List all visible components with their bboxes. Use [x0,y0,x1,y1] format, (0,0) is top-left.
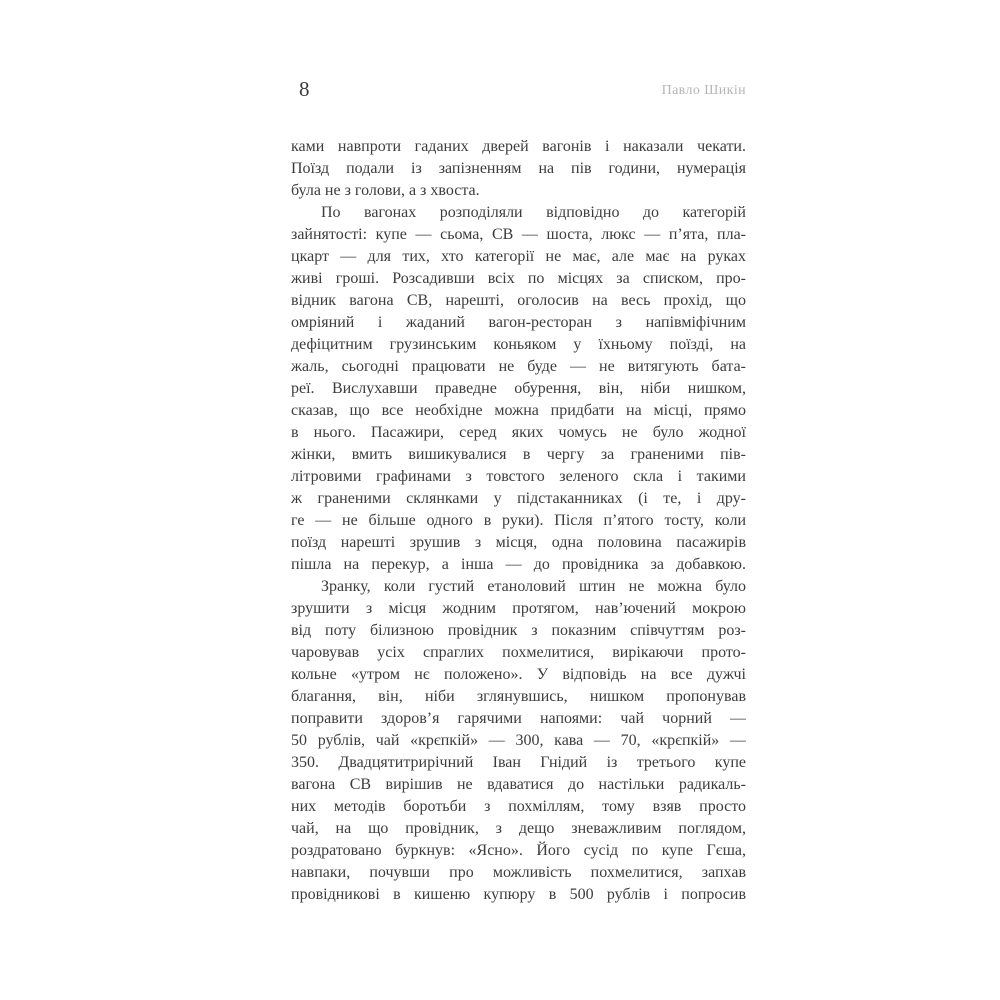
text-line: від поту білизною провідник з показним співчуттям роз- [291,622,746,639]
text-line: реї. Вислухавши праведне обурення, він, ніби нишком, [291,380,746,397]
text-line: жінки, вмить вишикувалися в чергу за граненими пів- [291,446,746,463]
text-line: дефіцитним грузинським коньяком у їхньому поїзді, на [291,336,746,353]
text-line: навпаки, почувши про можливість похмелитися, запхав [291,864,746,881]
text-line: 350. Двадцятитрирічний Іван Гнідий із третього купе [291,754,746,771]
text-line: жаль, сьогодні працювати не буде — не витягують бата- [291,358,746,375]
text-line: Поїзд подали із запізненням на пів години, нумерація [291,160,746,177]
text-line: живі гроші. Розсадивши всіх по місцях за списком, про- [291,270,746,287]
text-line: в нього. Пасажири, серед яких чомусь не було жодної [291,424,746,441]
text-line: поїзд нарешті зрушив з місця, одна половина пасажирів [291,534,746,551]
text-line: чаровував усіх спраглих похмелитися, вирікаючи прото- [291,644,746,661]
text-line: пішла на перекур, а інша — до провідника за добавкою. [291,556,746,573]
text-line: 50 рублів, чай «крєпкій» — 300, кава — 70, «крєпкій» — [291,732,746,749]
text-line: цкарт — для тих, хто категорії не має, але має на руках [291,248,746,265]
text-line: роздратовано буркнув: «Ясно». Його сусід по купе Гєша, [291,842,746,859]
text-line: зайнятості: купе — сьома, СВ — шоста, люкс — п’ята, пла- [291,226,746,243]
text-line: По вагонах розподіляли відповідно до категорій [321,204,746,221]
running-header-author: Павло Шикін [661,83,746,98]
text-line: була не з голови, а з хвоста. [291,182,480,199]
text-line: відник вагона СВ, нарешті, оголосив на весь прохід, що [291,292,746,309]
paragraph [291,202,746,576]
text-line: сказав, що все необхідне можна придбати на місці, прямо [291,402,746,419]
text-line: кольне «утром нє положено». У відповідь на все дужчі [291,666,746,683]
text-line: них методів боротьби з похміллям, тому взяв просто [291,798,746,815]
text-line: зрушити з місця жодним протягом, нав’ючений мокрою [291,600,746,617]
text-line: вагона СВ вирішив не вдаватися до настільки радикаль- [291,776,746,793]
paragraph [291,576,746,906]
text-line: ж граненими склянками у підстаканниках (і те, і дру- [291,490,746,507]
text-line: поправити здоров’я гарячими напоями: чай чорний — [291,710,746,727]
paragraph [291,136,746,202]
body-text [291,136,746,906]
text-line: чай, на що провідник, з дещо зневажливим поглядом, [291,820,746,837]
text-line: Зранку, коли густий етаноловий штин не можна було [321,578,746,595]
text-line: ге — не більше одного в руки). Після п’ятого тосту, коли [291,512,746,529]
text-line: провідникові в кишеню купюру в 500 рублів і попросив [291,886,746,903]
page-number: 8 [299,77,310,101]
text-line: омріяний і жаданий вагон-ресторан з напівміфічним [291,314,746,331]
text-line: літровими графинами з товстого зеленого скла і такими [291,468,746,485]
text-line: ками навпроти гаданих дверей вагонів і наказали чекати. [291,138,746,155]
text-line: благання, він, ніби зглянувшись, нишком пропонував [291,688,746,705]
